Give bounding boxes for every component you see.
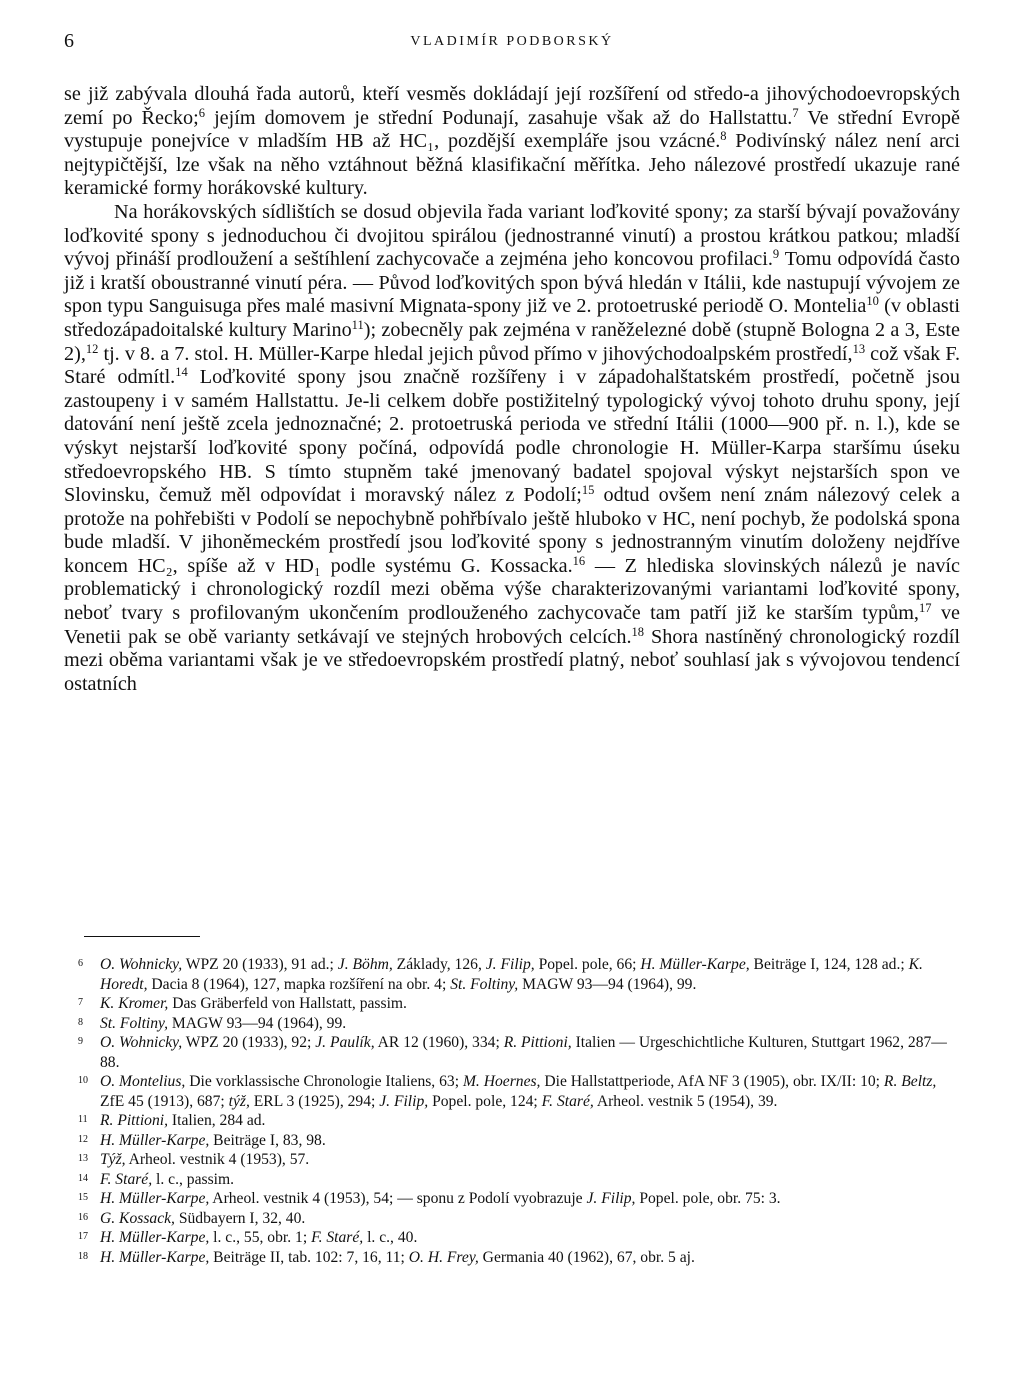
text-run: Italien — Urgeschichtliche Kulturen, Stuttgart 1962, 287—88. <box>100 1034 947 1071</box>
author-name: G. Kossack, <box>100 1209 175 1227</box>
text-run: Arheol. vestnik 4 (1953), 54; — sponu z Podolí vyobrazuje <box>209 1190 587 1207</box>
author-name: M. Hoernes, <box>462 1073 541 1090</box>
text-run: Popel. pole, 66; <box>534 956 641 973</box>
text-run: ve Venetii pak se obě varianty setkávají ve stejných hrobových celcích. <box>64 602 960 648</box>
text-run: Beiträge I, 83, 98. <box>209 1131 326 1149</box>
author-name: K. Horedt, <box>100 956 923 993</box>
author-name: F. Staré, <box>541 1092 594 1110</box>
text-run: Základy, 126, <box>392 956 486 973</box>
footnote-ref[interactable]: 7 <box>792 105 799 120</box>
text-run: (v oblasti středozápadoitalské kultury Marino <box>64 295 960 341</box>
author-name: H. Müller-Karpe, <box>640 956 750 973</box>
footnote-number: 10 <box>78 1075 88 1086</box>
text-run: Podivínský nález není arci nejtypičtější, lze však na něho vztáhnout běžná klasifikační měřítka. Jeho nálezové prostředí ukazuje rané keramické formy horákovské kultury. <box>64 130 960 200</box>
footnote <box>64 1131 960 1151</box>
author-name: R. Pittioni, <box>503 1034 572 1051</box>
text-run: ); zobecněly pak zejména v raněželezné době (stupně Bologna 2 a 3, Este 2), <box>64 318 961 365</box>
author-name: St. Foltiny, <box>100 1014 169 1032</box>
footnote-number: 18 <box>78 1250 88 1262</box>
page-number: 6 <box>64 30 74 52</box>
footnote-text <box>100 1014 960 1034</box>
footnote-ref[interactable]: 6 <box>198 105 205 120</box>
footnote-ref[interactable]: 9 <box>772 247 780 262</box>
text-run: Dacia 8 (1964), 127, mapka rozšíření na obr. 4; <box>147 975 451 993</box>
footnote <box>64 994 960 1014</box>
text-run: MAGW 93—94 (1964), 99. <box>168 1014 347 1032</box>
text-run: tj. v 8. a 7. stol. H. Müller-Karpe hledal jejich původ přímo v jihovýchodoalpském prostředí, <box>98 342 853 365</box>
footnote <box>64 1209 960 1229</box>
footnote-number: 15 <box>78 1192 88 1203</box>
footnote-ref[interactable]: 13 <box>852 341 866 356</box>
footnote-number: 8 <box>78 1016 83 1028</box>
author-name: J. Filip, <box>586 1190 636 1207</box>
text-run: což však F. Staré odmítl. <box>64 342 960 389</box>
footnote-number: 13 <box>78 1153 88 1164</box>
footnote <box>64 1170 960 1190</box>
footnote-text <box>100 1150 960 1170</box>
footnote-text <box>100 1170 960 1190</box>
body-paragraph-2 <box>64 201 960 696</box>
page-header <box>64 30 960 54</box>
footnote <box>64 1072 960 1111</box>
footnote <box>64 1248 960 1268</box>
author-name: R. Pittioni, <box>100 1112 169 1129</box>
footnote-text <box>100 1189 960 1209</box>
text-run: l. c., 55, obr. 1; <box>209 1229 312 1246</box>
text-run: Popel. pole, obr. 75: 3. <box>635 1190 781 1207</box>
text-run: MAGW 93—94 (1964), 99. <box>518 975 697 993</box>
footnote <box>64 1150 960 1170</box>
footnote-ref[interactable]: 14 <box>175 365 188 380</box>
author-name: F. Staré, <box>100 1170 153 1188</box>
footnote-ref[interactable]: 17 <box>918 601 932 616</box>
text-run: Loďkovité spony jsou značně rozšířeny i v západohalštatském prostředí, početně jsou zastoupeny i v samém Hallstattu. Je-li celkem dobře postižitelný typologický vývoj tohoto druhu spony, její datování není ještě zcela jednoznačné; 2. protoetruská perioda ve střední Itálii (1000—900 př. n. l.), kde se výskyt nejstarší loďkovité spony počíná, odpovídá podle chronologie H. Müller-Karpa staršímu úseku středoevropského HB. S tímto stupněm také jmenovaný badatel spojoval výskyt nejstarších spon ve Slovinsku, čemuž měl odpovídat i moravský nález z Podolí; <box>64 366 960 507</box>
author-name: J. Filip, <box>485 956 535 973</box>
author-name: O. H. Frey, <box>408 1248 479 1266</box>
author-name: týž, <box>228 1092 250 1110</box>
author-name: O. Wohnicky, <box>100 956 183 973</box>
text-run: Ve střední Evropě vystupuje ponejvíce v mladším HB až HC₁, pozdější exempláře jsou vzácné. <box>64 106 960 153</box>
footnote-number: 17 <box>78 1231 88 1242</box>
text-run: Das Gräberfeld von Hallstatt, passim. <box>168 995 407 1012</box>
footnote <box>64 1014 960 1034</box>
footnote-ref[interactable]: 18 <box>631 624 645 639</box>
author-name: H. Müller-Karpe, <box>100 1190 210 1207</box>
body-text <box>64 83 960 696</box>
footnote-ref[interactable]: 12 <box>85 341 99 356</box>
footnote-text <box>100 1228 960 1248</box>
footnote-number: 12 <box>78 1133 88 1145</box>
footnote-ref[interactable]: 10 <box>866 294 879 309</box>
text-run: jejím domovem je střední Podunají, zasahuje však až do Hallstattu. <box>205 106 793 129</box>
author-name: J. Paulík, <box>315 1034 375 1051</box>
author-name: H. Müller-Karpe, <box>100 1229 210 1246</box>
footnote-number: 11 <box>78 1114 88 1125</box>
body-paragraph-1 <box>64 83 960 201</box>
footnote-text <box>100 1248 960 1268</box>
text-run: ZfE 45 (1913), 687; <box>100 1092 229 1110</box>
footnote <box>64 1111 960 1131</box>
footnote-number: 9 <box>78 1036 83 1047</box>
author-name: J. Filip, <box>379 1092 429 1110</box>
text-run: Beiträge I, 124, 128 ad.; <box>749 956 909 973</box>
footnote-number: 16 <box>78 1211 88 1223</box>
text-run: Arheol. vestnik 4 (1953), 57. <box>125 1151 310 1168</box>
footnote-divider <box>84 936 200 937</box>
text-run: Shora nastíněný chronologický rozdíl mezi oběma variantami však je ve středoevropském prostředí platný, neboť souhlasí jak s vývojovou tendencí ostatních <box>64 625 960 695</box>
text-run: — Z hlediska slovinských nálezů je navíc problematický i chronologický rozdíl mezi oběma výše charakterizovanými variantami loďkovité spony, neboť tvary s profilovaným ukončením prodlouženého zachycovače tam patří již ke starším typům, <box>64 554 960 625</box>
text-run: WPZ 20 (1933), 91 ad.; <box>182 956 338 973</box>
footnote-text <box>100 955 960 994</box>
text-run: ERL 3 (1925), 294; <box>249 1092 380 1110</box>
text-run: Germania 40 (1962), 67, obr. 5 aj. <box>478 1248 695 1266</box>
footnote-text <box>100 1033 960 1072</box>
text-run: Italien, 284 ad. <box>168 1112 266 1129</box>
footnote-text <box>100 1209 960 1229</box>
text-run: Na horákovských sídlištích se dosud objevila řada variant loďkovité spony; za starší bývají považovány loďkovité spony s jednoduchou či dvojitou spirálou (jednostranné vinutí) a prostou krátkou patkou; mladší vývoj přináší prodloužení a seštíhlení zachycovače a zejména jeho koncovou profilaci. <box>64 200 960 271</box>
text-run: Die Hallstattperiode, AfA NF 3 (1905), obr. IX/II: 10; <box>540 1073 884 1090</box>
footnote <box>64 955 960 994</box>
author-name: O. Wohnicky, <box>100 1034 183 1051</box>
text-run: Popel. pole, 124; <box>428 1092 542 1110</box>
footnote-number: 6 <box>78 958 83 969</box>
footnote <box>64 1033 960 1072</box>
author-name: R. Beltz, <box>883 1073 937 1090</box>
footnote-number: 7 <box>78 997 83 1008</box>
text-run: l. c., passim. <box>152 1170 235 1188</box>
text-run: Die vorklassische Chronologie Italiens, 63; <box>185 1073 463 1090</box>
author-name: St. Foltiny, <box>450 975 519 993</box>
text-run: Arheol. vestnik 5 (1954), 39. <box>593 1092 778 1110</box>
text-run: odtud ovšem není znám nálezový celek a protože na pohřebišti v Podolí se nepochybně pohřbívalo ještě hluboko v HC, není pochyb, že podolská spona bude mladší. V jihoněmeckém prostředí jsou loďkovité spony s jednostranným vinutím doloženy nejdříve koncem HC₂, spíše až v HD₁ podle systému G. Kossacka. <box>64 484 961 577</box>
author-name: O. Montelius, <box>100 1073 186 1090</box>
footnote-text <box>100 1111 960 1131</box>
author-name: K. Kromer, <box>100 995 169 1012</box>
author-name: Týž, <box>100 1151 126 1168</box>
footnote-text <box>100 1072 960 1111</box>
author-name: J. Böhm, <box>337 956 393 973</box>
author-name: H. Müller-Karpe, <box>100 1131 210 1149</box>
text-run: Beiträge II, tab. 102: 7, 16, 11; <box>209 1248 409 1266</box>
text-run: Südbayern I, 32, 40. <box>174 1209 306 1227</box>
text-run: Tomu odpovídá často již i kratší oboustranné vinutí péra. — Původ loďkovitých spon bývá hledán v Itálii, kde nastupují vývojem ze spon typu Sanguisuga přes malé masivní Mignata-spony již ve 2. protoetruské periodě O. Montelia <box>64 248 960 318</box>
footnote-ref[interactable]: 15 <box>581 483 595 498</box>
footnote-ref[interactable]: 16 <box>572 554 586 568</box>
footnote-text <box>100 994 960 1014</box>
footnote-ref[interactable]: 8 <box>720 129 727 144</box>
text-run: AR 12 (1960), 334; <box>374 1034 504 1051</box>
footnotes <box>64 955 960 1267</box>
text-run: WPZ 20 (1933), 92; <box>182 1034 316 1051</box>
footnote <box>64 1228 960 1248</box>
footnote-number: 14 <box>78 1172 88 1184</box>
footnote <box>64 1189 960 1209</box>
running-head: VLADIMÍR PODBORSKÝ <box>410 34 614 49</box>
footnote-ref[interactable]: 11 <box>351 318 364 333</box>
author-name: H. Müller-Karpe, <box>100 1248 210 1266</box>
text-run: se již zabývala dlouhá řada autorů, kteří vesměs dokládají její rozšíření od středo-a jihovýchodoevropských zemí po Řecko; <box>64 83 960 129</box>
author-name: F. Staré, <box>311 1229 364 1246</box>
footnote-text <box>100 1131 960 1151</box>
text-run: l. c., 40. <box>363 1229 418 1246</box>
